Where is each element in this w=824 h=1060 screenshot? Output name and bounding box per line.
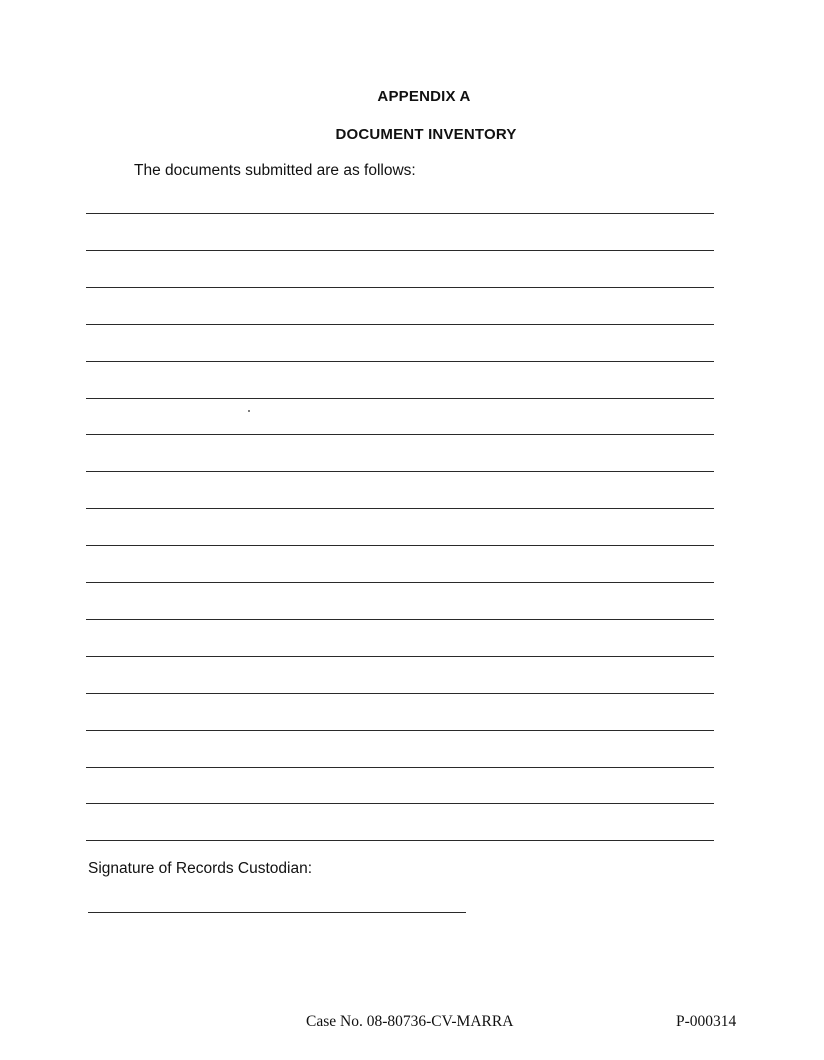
inventory-line[interactable]: [86, 213, 714, 214]
inventory-line[interactable]: [86, 840, 714, 841]
intro-text: The documents submitted are as follows:: [134, 162, 416, 179]
inventory-line[interactable]: [86, 656, 714, 657]
inventory-line[interactable]: [86, 508, 714, 509]
inventory-line[interactable]: [86, 324, 714, 325]
inventory-line[interactable]: [86, 582, 714, 583]
inventory-line[interactable]: [86, 250, 714, 251]
inventory-line[interactable]: [86, 730, 714, 731]
inventory-line[interactable]: [86, 287, 714, 288]
inventory-line[interactable]: [86, 471, 714, 472]
inventory-line[interactable]: [86, 767, 714, 768]
inventory-line[interactable]: [86, 803, 714, 804]
inventory-line[interactable]: [86, 398, 714, 399]
signature-line[interactable]: [88, 912, 466, 913]
inventory-title: DOCUMENT INVENTORY: [335, 126, 517, 143]
inventory-line[interactable]: [86, 545, 714, 546]
inventory-line[interactable]: [86, 434, 714, 435]
inventory-line[interactable]: [86, 619, 714, 620]
case-number: Case No. 08-80736-CV-MARRA: [306, 1013, 514, 1030]
page-id: P-000314: [676, 1013, 737, 1030]
appendix-title: APPENDIX A: [377, 88, 471, 105]
scan-speck: [248, 410, 250, 412]
inventory-line[interactable]: [86, 361, 714, 362]
inventory-line[interactable]: [86, 693, 714, 694]
signature-label: Signature of Records Custodian:: [88, 860, 313, 877]
